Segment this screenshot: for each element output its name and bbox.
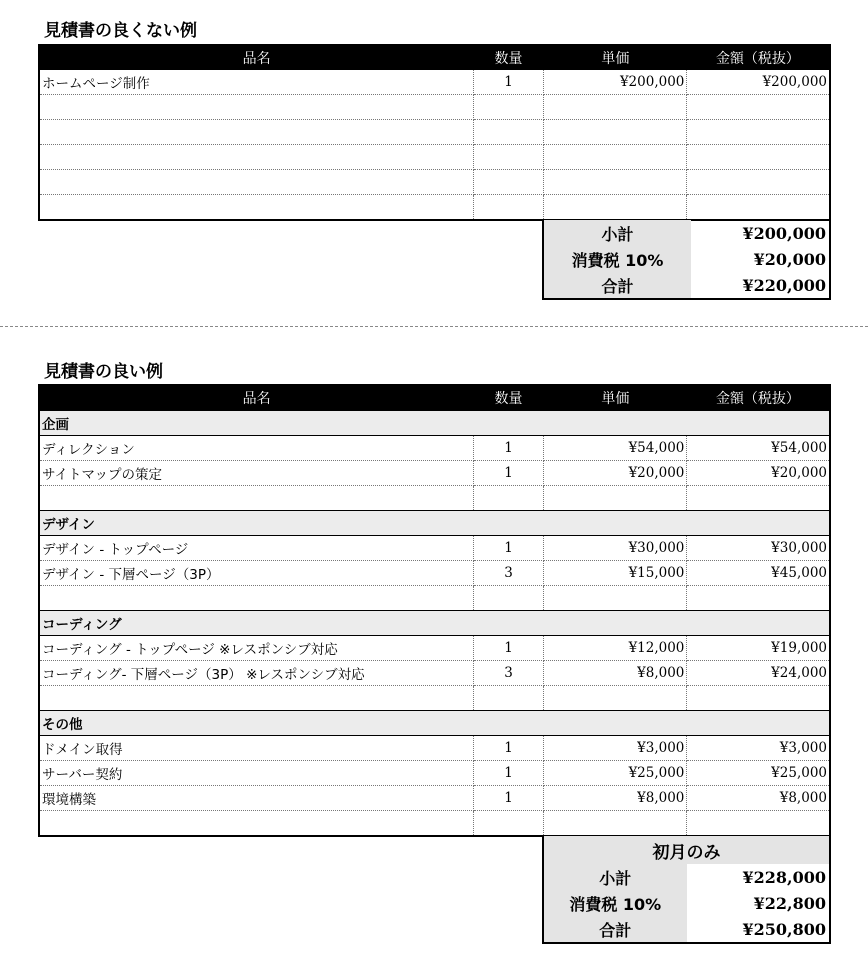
summary-label: 小計 xyxy=(543,220,691,246)
unit-price-cell xyxy=(544,486,687,511)
item-name-cell: ホームページ制作 xyxy=(39,70,473,95)
bad-example-title: 見積書の良くない例 xyxy=(44,21,197,41)
header-item-name: 品名 xyxy=(39,385,473,411)
table-row xyxy=(39,195,830,221)
summary-row xyxy=(543,916,830,943)
quantity-cell: 1 xyxy=(473,786,544,811)
summary-heading-row xyxy=(543,836,830,864)
summary-row xyxy=(543,864,830,890)
summary-label: 合計 xyxy=(543,272,691,299)
quantity-cell: 1 xyxy=(473,536,544,561)
amount-cell xyxy=(687,586,830,611)
item-name-cell: コーディング- 下層ページ（3P） ※レスポンシブ対応 xyxy=(39,661,473,686)
quantity-cell xyxy=(473,195,544,221)
table-row xyxy=(39,70,830,95)
item-name-cell: コーディング - トップページ ※レスポンシブ対応 xyxy=(39,636,473,661)
item-name-cell xyxy=(39,811,473,837)
unit-price-cell xyxy=(544,145,687,170)
table-row xyxy=(39,761,830,786)
category-label: その他 xyxy=(39,711,830,736)
amount-cell: ¥20,000 xyxy=(687,461,830,486)
category-label: 企画 xyxy=(39,411,830,436)
item-name-cell xyxy=(39,686,473,711)
item-name-cell: サーバー契約 xyxy=(39,761,473,786)
header-quantity: 数量 xyxy=(473,45,544,70)
unit-price-cell xyxy=(544,95,687,120)
table-header-row xyxy=(39,385,830,411)
unit-price-cell: ¥30,000 xyxy=(544,536,687,561)
category-label: デザイン xyxy=(39,511,830,536)
quantity-cell xyxy=(473,586,544,611)
table-row xyxy=(39,145,830,170)
quantity-cell: 1 xyxy=(473,761,544,786)
section-divider xyxy=(0,326,868,327)
header-unit-price: 単価 xyxy=(544,45,687,70)
item-name-cell: デザイン - トップページ xyxy=(39,536,473,561)
unit-price-cell: ¥3,000 xyxy=(544,736,687,761)
quantity-cell: 1 xyxy=(473,70,544,95)
amount-cell xyxy=(687,95,830,120)
amount-cell xyxy=(687,120,830,145)
quantity-cell xyxy=(473,95,544,120)
unit-price-cell: ¥8,000 xyxy=(544,661,687,686)
unit-price-cell xyxy=(544,586,687,611)
amount-cell: ¥25,000 xyxy=(687,761,830,786)
amount-cell xyxy=(687,195,830,221)
unit-price-cell xyxy=(544,686,687,711)
unit-price-cell xyxy=(544,811,687,837)
unit-price-cell: ¥200,000 xyxy=(544,70,687,95)
table-row xyxy=(39,95,830,120)
item-name-cell xyxy=(39,95,473,120)
summary-label: 消費税 10% xyxy=(543,246,691,272)
amount-cell: ¥30,000 xyxy=(687,536,830,561)
amount-cell xyxy=(687,686,830,711)
summary-row xyxy=(543,272,830,299)
quantity-cell xyxy=(473,811,544,837)
unit-price-cell: ¥20,000 xyxy=(544,461,687,486)
amount-cell: ¥54,000 xyxy=(687,436,830,461)
item-name-cell xyxy=(39,120,473,145)
summary-value: ¥250,800 xyxy=(742,919,826,939)
table-header-row xyxy=(39,45,830,70)
table-row xyxy=(39,586,830,611)
unit-price-cell: ¥8,000 xyxy=(544,786,687,811)
category-row xyxy=(39,411,830,436)
item-name-cell xyxy=(39,486,473,511)
item-name-cell xyxy=(39,195,473,221)
unit-price-cell xyxy=(544,120,687,145)
category-row xyxy=(39,611,830,636)
quantity-cell xyxy=(473,486,544,511)
summary-heading: 初月のみ xyxy=(543,836,830,864)
item-name-cell: ディレクション xyxy=(39,436,473,461)
quantity-cell: 1 xyxy=(473,436,544,461)
table-row xyxy=(39,686,830,711)
amount-cell: ¥8,000 xyxy=(687,786,830,811)
summary-row xyxy=(543,246,830,272)
item-name-cell xyxy=(39,586,473,611)
header-item-name: 品名 xyxy=(39,45,473,70)
unit-price-cell xyxy=(544,195,687,221)
table-row xyxy=(39,736,830,761)
amount-cell xyxy=(687,811,830,837)
quantity-cell xyxy=(473,145,544,170)
header-amount: 金額（税抜） xyxy=(687,385,830,411)
quantity-cell xyxy=(473,170,544,195)
summary-label: 消費税 10% xyxy=(543,890,687,916)
amount-cell: ¥200,000 xyxy=(687,70,830,95)
amount-cell: ¥3,000 xyxy=(687,736,830,761)
amount-cell xyxy=(687,170,830,195)
summary-value: ¥228,000 xyxy=(742,867,826,887)
category-row xyxy=(39,511,830,536)
good-summary-table xyxy=(542,836,831,944)
quantity-cell xyxy=(473,120,544,145)
table-row xyxy=(39,170,830,195)
table-row xyxy=(39,561,830,586)
item-name-cell: デザイン - 下層ページ（3P） xyxy=(39,561,473,586)
amount-cell xyxy=(687,145,830,170)
unit-price-cell xyxy=(544,170,687,195)
table-row xyxy=(39,786,830,811)
table-row xyxy=(39,486,830,511)
summary-row xyxy=(543,890,830,916)
summary-row xyxy=(543,220,830,246)
good-example-title: 見積書の良い例 xyxy=(44,362,163,382)
item-name-cell: サイトマップの策定 xyxy=(39,461,473,486)
summary-label: 小計 xyxy=(543,864,687,890)
table-row xyxy=(39,120,830,145)
quantity-cell: 1 xyxy=(473,461,544,486)
item-name-cell xyxy=(39,145,473,170)
unit-price-cell: ¥12,000 xyxy=(544,636,687,661)
amount-cell xyxy=(687,486,830,511)
quantity-cell: 3 xyxy=(473,661,544,686)
bad-summary-table xyxy=(542,220,831,300)
table-row xyxy=(39,636,830,661)
item-name-cell xyxy=(39,170,473,195)
amount-cell: ¥19,000 xyxy=(687,636,830,661)
amount-cell: ¥45,000 xyxy=(687,561,830,586)
item-name-cell: ドメイン取得 xyxy=(39,736,473,761)
good-estimate-table xyxy=(38,384,831,837)
table-row xyxy=(39,461,830,486)
summary-label: 合計 xyxy=(543,916,687,943)
quantity-cell: 1 xyxy=(473,736,544,761)
summary-value: ¥220,000 xyxy=(742,275,826,295)
quantity-cell xyxy=(473,686,544,711)
summary-value: ¥200,000 xyxy=(742,223,826,243)
item-name-cell: 環境構築 xyxy=(39,786,473,811)
header-unit-price: 単価 xyxy=(544,385,687,411)
summary-value: ¥20,000 xyxy=(753,249,826,269)
table-row xyxy=(39,661,830,686)
unit-price-cell: ¥15,000 xyxy=(544,561,687,586)
quantity-cell: 3 xyxy=(473,561,544,586)
table-row xyxy=(39,811,830,837)
unit-price-cell: ¥25,000 xyxy=(544,761,687,786)
bad-estimate-table xyxy=(38,44,831,221)
category-label: コーディング xyxy=(39,611,830,636)
table-row xyxy=(39,436,830,461)
header-quantity: 数量 xyxy=(473,385,544,411)
unit-price-cell: ¥54,000 xyxy=(544,436,687,461)
summary-value: ¥22,800 xyxy=(753,893,826,913)
header-amount: 金額（税抜） xyxy=(687,45,830,70)
quantity-cell: 1 xyxy=(473,636,544,661)
category-row xyxy=(39,711,830,736)
table-row xyxy=(39,536,830,561)
amount-cell: ¥24,000 xyxy=(687,661,830,686)
